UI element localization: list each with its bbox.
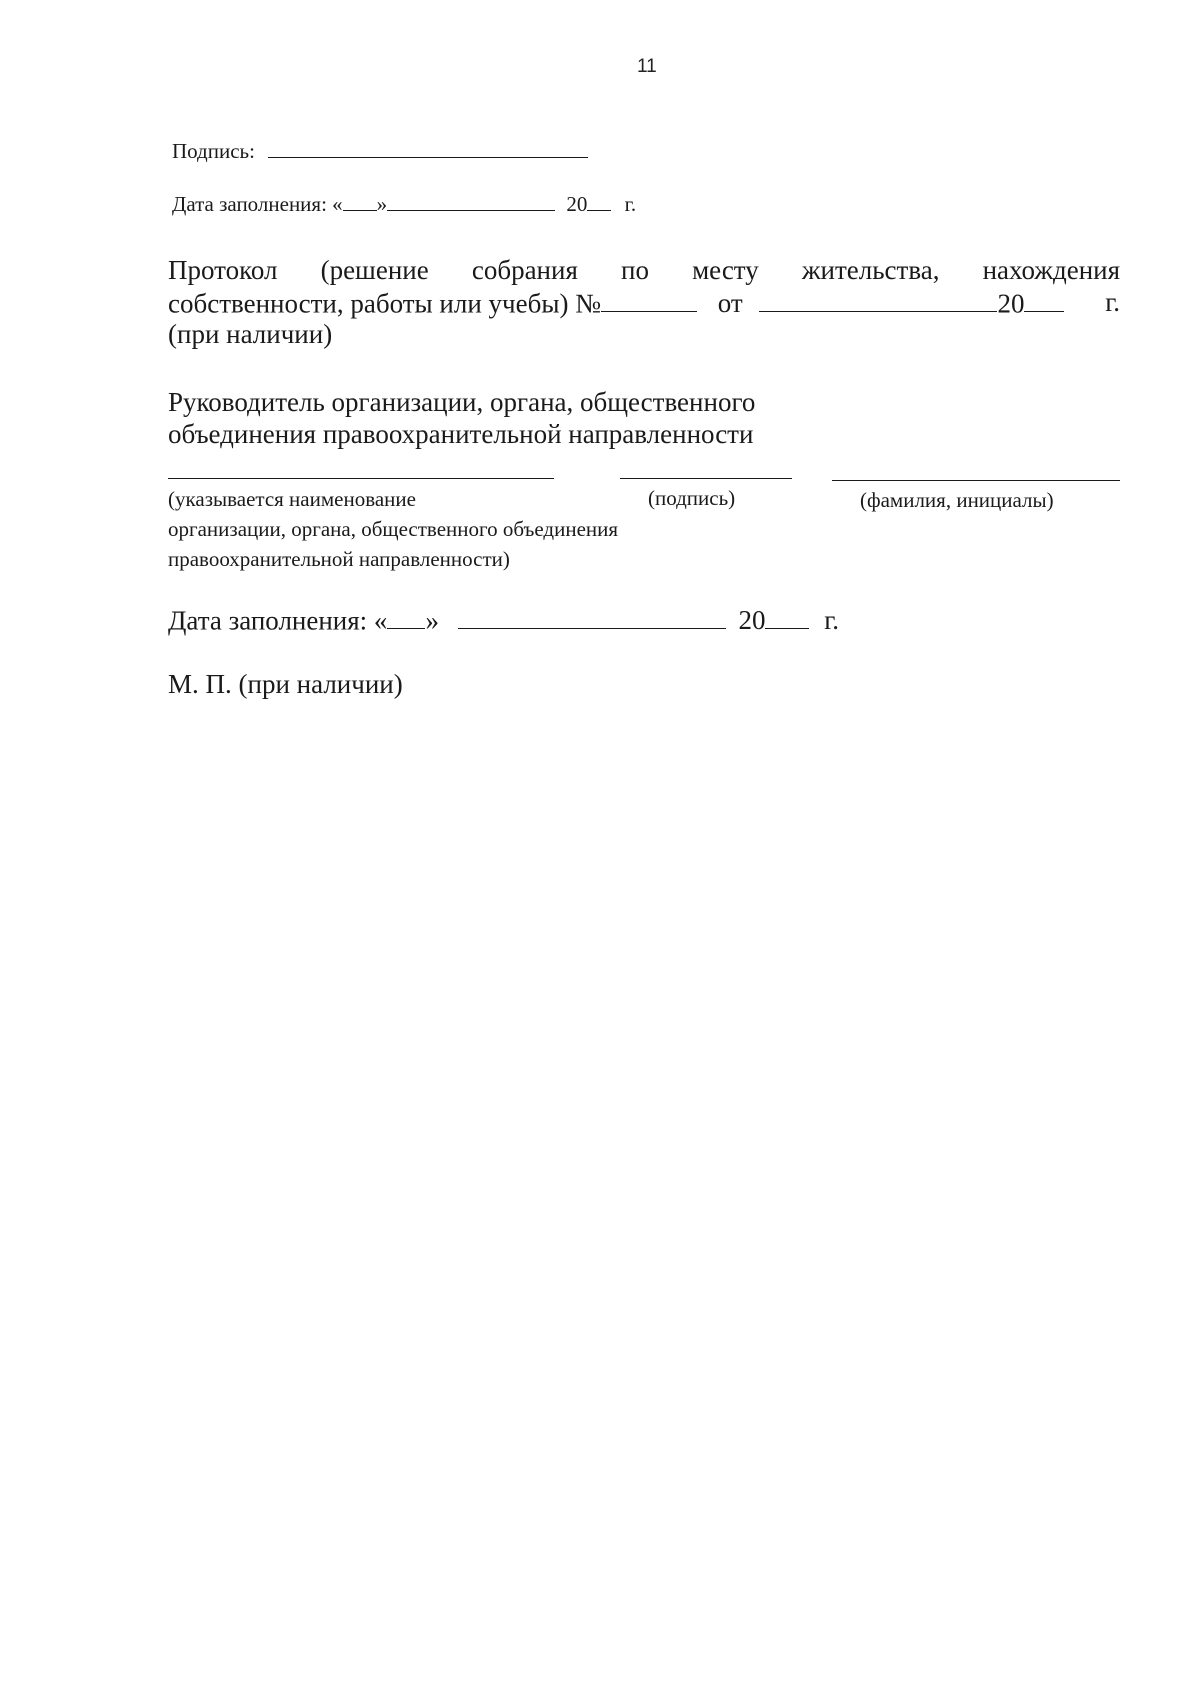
fill-date-month-field-2[interactable] bbox=[458, 604, 726, 629]
name-caption: (фамилия, инициалы) bbox=[860, 488, 1054, 512]
fill-date-year-prefix-1: 20 bbox=[566, 191, 588, 216]
fill-date-row-2 bbox=[168, 604, 839, 636]
head-title bbox=[168, 386, 755, 450]
stamp-note: М. П. (при наличии) bbox=[168, 669, 403, 699]
name-initials-field[interactable] bbox=[832, 480, 1120, 481]
fill-date-year-field-1[interactable] bbox=[587, 191, 611, 211]
fill-date-year-suffix-1: г. bbox=[624, 191, 637, 216]
fill-date-month-field-1[interactable] bbox=[387, 191, 555, 211]
protocol-line-3: (при наличии) bbox=[168, 319, 333, 349]
fill-date-day-field-2[interactable] bbox=[387, 604, 425, 629]
signature-label: Подпись: bbox=[172, 138, 255, 163]
fill-date-year-suffix-2: г. bbox=[824, 605, 839, 636]
org-caption-line-1: (указывается наименование bbox=[168, 487, 416, 511]
fill-date-row-1 bbox=[172, 191, 636, 217]
signature-row bbox=[172, 138, 588, 164]
protocol-year-suffix: г. bbox=[1105, 287, 1120, 317]
org-caption-line-3: правоохранительной направленности) bbox=[168, 547, 510, 571]
protocol-line-1 bbox=[168, 255, 1120, 286]
fill-date-label-2: Дата заполнения: « bbox=[168, 605, 388, 636]
fill-date-label-1: Дата заполнения: « bbox=[172, 191, 343, 216]
protocol-number-field[interactable] bbox=[601, 287, 697, 312]
signature-line-field[interactable] bbox=[620, 478, 792, 479]
page-number: 11 bbox=[637, 56, 657, 77]
signature-field[interactable] bbox=[268, 138, 588, 158]
protocol-word: собрания bbox=[471, 255, 578, 285]
protocol-word: жительства, bbox=[801, 255, 940, 285]
protocol-year-field[interactable] bbox=[1024, 287, 1064, 312]
fill-date-close-quote-2: » bbox=[425, 605, 439, 636]
protocol-from-label: от bbox=[717, 288, 743, 319]
fill-date-day-field-1[interactable] bbox=[343, 191, 377, 211]
protocol-date-field[interactable] bbox=[759, 287, 997, 312]
protocol-word: (решение bbox=[320, 255, 429, 285]
org-caption bbox=[168, 484, 618, 574]
fill-date-year-prefix-2: 20 bbox=[738, 605, 766, 636]
org-name-field[interactable] bbox=[168, 478, 554, 479]
protocol-line-2 bbox=[168, 287, 1120, 319]
protocol-word: Протокол bbox=[168, 255, 278, 285]
fill-date-year-field-2[interactable] bbox=[765, 604, 809, 629]
fill-date-close-quote-1: » bbox=[376, 191, 388, 216]
org-caption-line-2: организации, органа, общественного объединения bbox=[168, 517, 619, 541]
protocol-line2-text: собственности, работы или учебы) № bbox=[168, 288, 602, 319]
protocol-year-prefix: 20 bbox=[997, 288, 1025, 319]
head-title-line-1: Руководитель организации, органа, общественного bbox=[168, 387, 756, 417]
signature-caption: (подпись) bbox=[648, 486, 736, 510]
protocol-word: по bbox=[621, 255, 649, 285]
protocol-word: нахождения bbox=[982, 255, 1121, 285]
head-title-line-2: объединения правоохранительной направленности bbox=[168, 419, 754, 449]
protocol-word: месту bbox=[692, 255, 759, 285]
